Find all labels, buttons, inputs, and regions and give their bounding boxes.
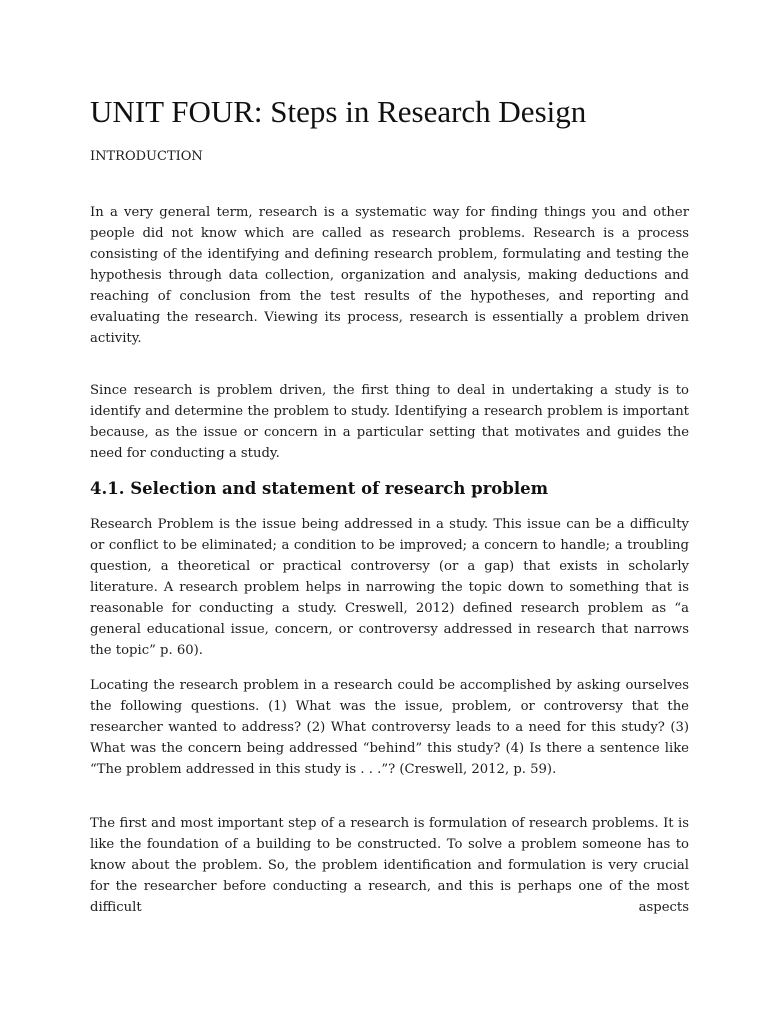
section-heading: 4.1. Selection and statement of research problem: [90, 479, 549, 498]
page-title: UNIT FOUR: Steps in Research Design: [90, 94, 587, 129]
introduction-label: INTRODUCTION: [90, 149, 203, 164]
paragraph-problem-driven: Since research is problem driven, the first thing to deal in undertaking a study is to identify and determine the problem to study. Identifying a research problem is important because, as the issue or concern in a particular setting that motivates and guides the need for conducting a study.: [90, 383, 689, 461]
paragraph-formulation: The first and most important step of a research is formulation of research problems. It is like the foundation of a building to be constructed. To solve a problem someone has to know about the problem. So, the problem identification and formulation is very crucial for the researcher before conducting a research, and this is perhaps one of the most difficult aspects: [90, 816, 689, 915]
paragraph-locating-problem: Locating the research problem in a research could be accomplished by asking ourselves the following questions. (1) What was the issue, problem, or controversy that the researcher wanted to address? (2) What controversy leads to a need for this study? (3) What was the concern being addressed “behind” this study? (4) Is there a sentence like “The problem addressed in this study is . . .”? (Creswell, 2012, p. 59).: [90, 678, 689, 777]
paragraph-introduction: In a very general term, research is a systematic way for finding things you and other people did not know which are called as research problems. Research is a process consisting of the identifying and defining research problem, formulating and testing the hypothesis through data collection, organization and analysis, making deductions and reaching of conclusion from the test results of the hypotheses, and reporting and evaluating the research. Viewing its process, research is essentially a problem driven activity.: [90, 205, 689, 346]
paragraph-research-problem-definition: Research Problem is the issue being addressed in a study. This issue can be a difficulty or conflict to be eliminated; a condition to be improved; a concern to handle; a troubling question, a theoretical or practical controversy (or a gap) that exists in scholarly literature. A research problem helps in narrowing the topic down to something that is reasonable for conducting a study. Creswell, 2012) defined research problem as “a general educational issue, concern, or controversy addressed in research that narrows the topic” p. 60).: [90, 517, 689, 658]
